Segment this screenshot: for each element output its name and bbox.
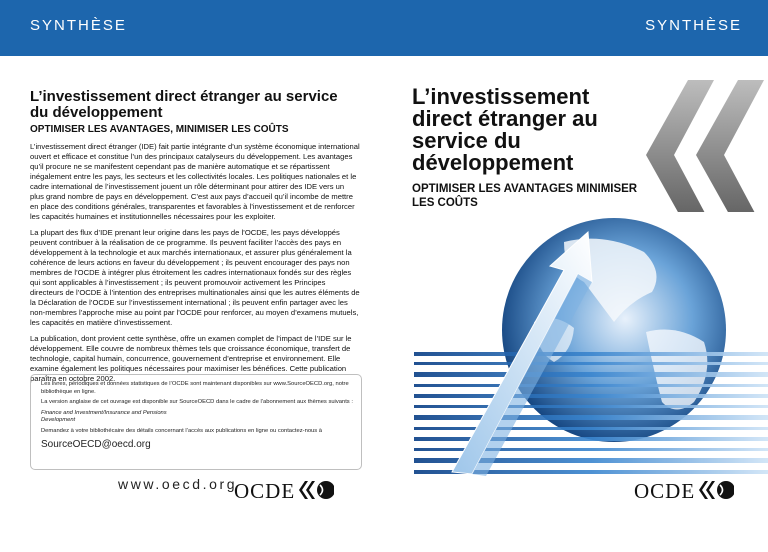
summary-title: L’investissement direct étranger au service du développement (30, 88, 338, 121)
website-link[interactable]: www.oecd.org (118, 476, 238, 492)
paragraph: L’investissement direct étranger (IDE) fait partie intégrante d’un système économique international ouvert et efficace et constitue l’un des principaux catalyseurs du développement. Les avantages qu’il procure ne se manifestent cependant pas de manière automatique et se répartissent inégalement entre les pays, les secteurs et les collectivités locales. Les politiques nationales et le cadre international de l’investissement jouent un rôle déterminant pour attirer des IDE vers un plus grand nombre de pays en développement. C’est aux pays d’accueil qu’il incombe de mettre en place des conditions générales, transparentes et favorables à l’investissement et de renforcer les capacités humaines et institutionnelles nécessaires pour les exploiter. (30, 142, 360, 221)
oecd-logo-mark-icon (298, 479, 334, 501)
paragraph: La publication, dont provient cette synthèse, offre un examen complet de l’impact de l’IDE sur le développement. Elle couvre de nombreux thèmes tels que croissance économique, transfert de technologie, capital humain, concurrence, gouvernement d’entreprise et environnement. Elle examine également les politiques nécessaires pour maximiser les bénéfices. Cette publication paraîtra en octobre 2002. (30, 334, 352, 383)
paragraph: La plupart des flux d’IDE prenant leur origine dans les pays de l’OCDE, les pays développés peuvent contribuer à la réalisation de ce programme. Ils peuvent faciliter l’accès des pays en développement à la technologie et aux marchés internationaux, et assurer plus généralement la cohérence de leurs actions en faveur du développement ; ils peuvent encourager des pays non membres de l’OCDE à intégrer plus étroitement les cadres internationaux fondés sur des règles qui sont applicables à l’investissement ; ils peuvent promouvoir activement les Principes directeurs de l’OCDE à l’intention des entreprises multinationales ainsi que les autres éléments de la Déclaration de l’OCDE sur l’investissement international ; ils peuvent enfin partager avec les non-membres l’approche mise au point par l’OCDE pour renforcer, au moyen d’examens mutuels, les capacités en matière d’investissement. (30, 228, 360, 327)
band-label: SYNTHÈSE (30, 17, 127, 34)
oecd-logo-text: OCDE (234, 479, 296, 503)
oecd-logo (634, 479, 734, 501)
oecd-logo-text: OCDE (634, 479, 696, 503)
info-text: Demandez à votre bibliothécaire des détails concernant l’accès aux publications en ligne ou contactez-nous à (41, 427, 322, 434)
oecd-logo-mark-icon (698, 479, 734, 501)
cover-subtitle: OPTIMISER LES AVANTAGES MINIMISER LES COÛTS (412, 183, 638, 209)
front-cover (384, 0, 768, 552)
band-label: SYNTHÈSE (645, 17, 742, 34)
sourceoecd-info-box (30, 374, 362, 470)
summary-subtitle: OPTIMISER LES AVANTAGES, MINIMISER LES COÛTS (30, 124, 289, 135)
header-band (0, 0, 384, 56)
cover-title: L’investissement direct étranger au service du développement (412, 84, 598, 175)
info-themes: Finance and Investment/Insurance and Pensions Development (41, 409, 167, 424)
oecd-logo (234, 479, 334, 501)
summary-body (30, 142, 360, 390)
contact-email-link[interactable]: SourceOECD@oecd.org (41, 438, 151, 450)
globe-arrow-illustration-icon (414, 212, 768, 480)
info-text: Les livres, périodiques et données statistiques de l’OCDE sont maintenant disponibles sur www.SourceOECD.org, notre bibliothèque en ligne. (41, 381, 349, 395)
header-band (384, 0, 768, 56)
info-text: La version anglaise de cet ouvrage est disponible sur SourceOECD dans le cadre de l’abonnement aux thèmes suivants : (41, 399, 353, 406)
